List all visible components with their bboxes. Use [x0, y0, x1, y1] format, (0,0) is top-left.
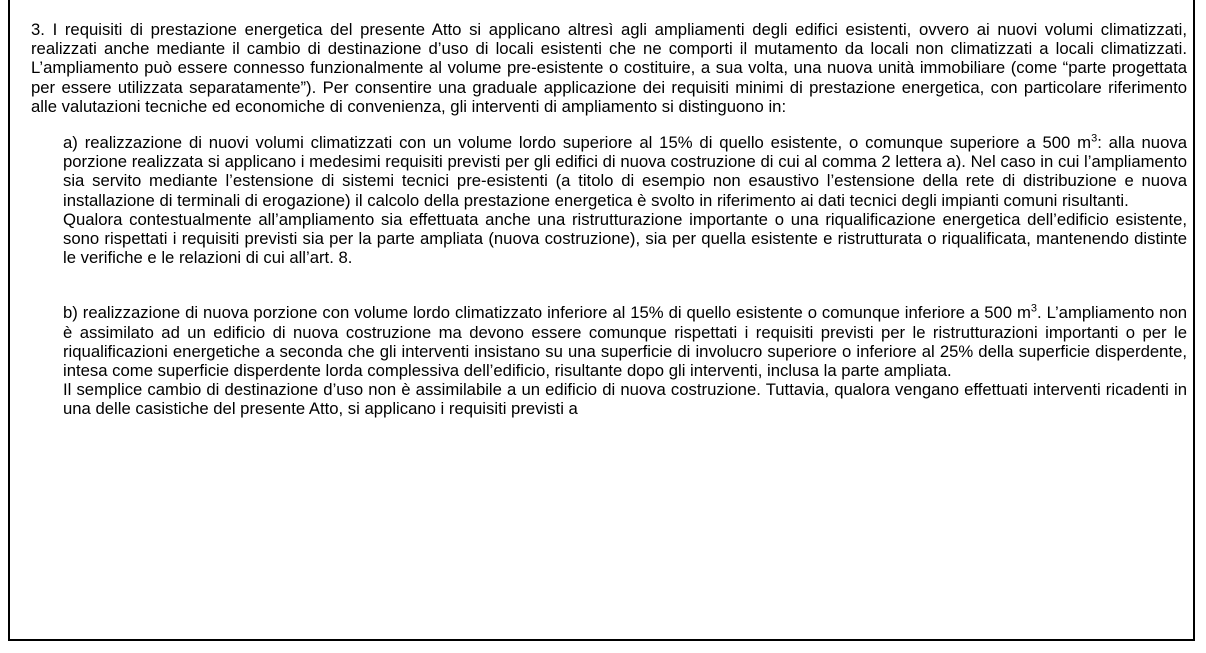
document-body [31, 20, 1187, 419]
item-a-main [63, 133, 1187, 210]
item-b-continuation: Il semplice cambio di destinazione d’uso non è assimilabile a un edificio di nuova costruzione. Tuttavia, qualora vengano effettuati interventi ricadenti in una delle casistiche del presente Atto, si applicano i requisiti previsti a [63, 380, 1187, 419]
item-a-text-after-unit: : alla nuova porzione realizzata si applicano i medesimi requisiti previsti per gli edifici di nuova costruzione di cui al comma 2 lettera a). Nel caso in cui l’ampliamento sia servito mediante l’estensione di sistemi tecnici pre-esistenti (a titolo di esempio non esaustivo l’estensione della rete di distribuzione e nuova installazione di terminali di erogazione) il calcolo della prestazione energetica è svolto in riferimento ai dati tecnici degli impianti comuni risultanti. [63, 133, 1187, 210]
item-b-unit-exponent: 3 [1030, 302, 1038, 315]
item-b-main [63, 303, 1187, 380]
item-a-unit-exponent: 3 [1091, 132, 1098, 145]
item-a-continuation: Qualora contestualmente all’ampliamento sia effettuata anche una ristrutturazione importante o una riqualificazione energetica dell’edificio esistente, sono rispettati i requisiti previsti sia per la parte ampliata (nuova costruzione), sia per quella esistente e ristrutturata o riqualificata, mantenendo distinte le verifiche e le relazioni di cui all’art. 8. [63, 209, 1187, 268]
document-frame [8, 0, 1195, 641]
paragraph-3: 3. I requisiti di prestazione energetica del presente Atto si applicano altresì agli ampliamenti degli edifici esistenti, ovvero ai nuovi volumi climatizzati, realizzati anche mediante il cambio di destinazione d’uso di locali esistenti che ne comporti il mutamento da locali non climatizzati a locali climatizzati. L’ampliamento può essere connesso funzionalmente al volume pre-esistente o costituire, a sua volta, una nuova unità immobiliare (come “parte progettata per essere utilizzata separatamente”). Per consentire una graduale applicazione dei requisiti minimi di prestazione energetica, con particolare riferimento alle valutazioni tecniche ed economiche di convenienza, gli interventi di ampliamento si distinguono in: [31, 20, 1187, 116]
item-b-text-before-unit: b) realizzazione di nuova porzione con volume lordo climatizzato inferiore al 15% di quello esistente o comunque inferiore a 500 m [63, 303, 1031, 323]
item-a [31, 133, 1187, 267]
item-a-text-before-unit: a) realizzazione di nuovi volumi climatizzati con un volume lordo superiore al 15% di quello esistente, o comunque superiore a 500 m [63, 133, 1092, 153]
item-b [31, 303, 1187, 418]
item-b-text-after-unit: . L’ampliamento non è assimilato ad un edificio di nuova costruzione ma devono essere comunque rispettati i requisiti previsti per le ristrutturazioni importanti o per le riqualificazioni energetiche a seconda che gli interventi insistano su una superficie di involucro superiore o inferiore al 25% della superficie disperdente, intesa come superficie disperdente lorda complessiva dell’edificio, risultante dopo gli interventi, inclusa la parte ampliata. [63, 303, 1188, 381]
